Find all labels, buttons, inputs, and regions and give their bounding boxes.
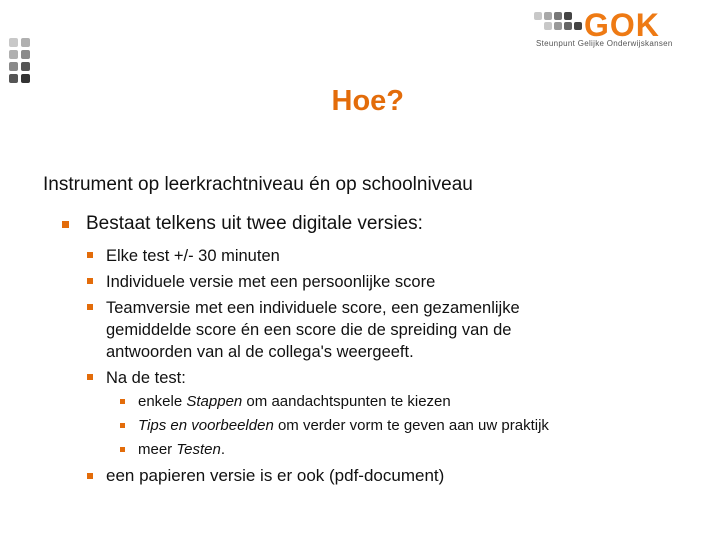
- bullet-main: Bestaat telkens uit twee digitale versies:: [86, 213, 423, 234]
- bullet-subsub-3: meer Testen.: [138, 441, 225, 458]
- bullet-sub-3: Teamversie met een individuele score, een gezamenlijke: [106, 299, 520, 317]
- bullet-subsub-1: enkele Stappen om aandachtspunten te kiezen: [138, 393, 451, 410]
- logo-brand: GOK: [584, 7, 660, 43]
- logo-tagline: Steunpunt Gelijke Onderwijskansen: [536, 39, 673, 48]
- bullet-marker: [87, 473, 93, 479]
- bullet-sub-1: Elke test +/- 30 minuten: [106, 247, 280, 265]
- bullet-sub-4: Na de test:: [106, 369, 186, 387]
- bullet-sub-last: een papieren versie is er ook (pdf-document): [106, 466, 445, 485]
- bullet-marker: [87, 304, 93, 310]
- bullet-marker: [87, 252, 93, 258]
- bullet-marker: [120, 423, 125, 428]
- bullet-sub-3-line2: gemiddelde score én een score die de spreiding van de: [106, 321, 512, 339]
- bullet-marker: [62, 221, 69, 228]
- bullet-marker: [87, 374, 93, 380]
- bullet-marker: [120, 447, 125, 452]
- gok-logo: [534, 8, 684, 48]
- bullet-marker: [87, 278, 93, 284]
- slide-intro: Instrument op leerkrachtniveau én op schoolniveau: [43, 174, 473, 195]
- bullet-sub-2: Individuele versie met een persoonlijke score: [106, 273, 436, 291]
- slide-title: Hoe?: [331, 85, 404, 117]
- bullet-sub-3-line3: antwoorden van al de collega's weergeeft.: [106, 343, 414, 361]
- bullet-subsub-2: Tips en voorbeelden om verder vorm te geven aan uw praktijk: [138, 417, 549, 434]
- bullet-marker: [120, 399, 125, 404]
